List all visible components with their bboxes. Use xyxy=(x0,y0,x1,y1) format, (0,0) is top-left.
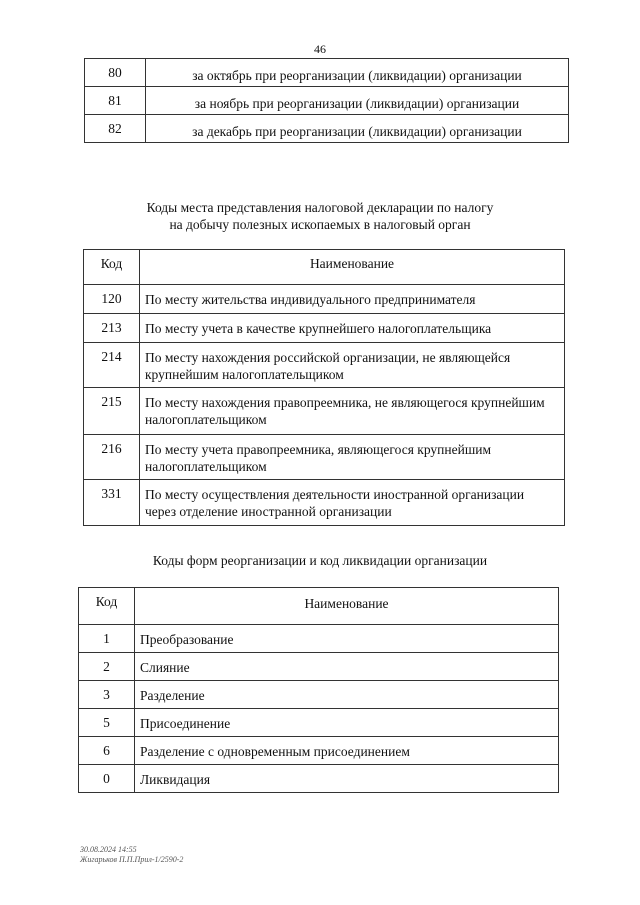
name-cell: По месту осуществления деятельности иностранной организации через отделение иностранной организации xyxy=(140,480,565,526)
stamp-reference: Жигарьков П.П.Прил-1/2590-2 xyxy=(80,855,184,864)
table-row xyxy=(79,653,559,681)
header-name: Наименование xyxy=(140,250,565,285)
code-cell: 81 xyxy=(85,87,146,115)
stamp-datetime: 30.08.2024 14:55 xyxy=(80,845,137,854)
code-cell: 3 xyxy=(79,681,135,709)
table-reorganization-codes xyxy=(78,587,559,793)
table-header-row xyxy=(79,588,559,625)
code-cell: 82 xyxy=(85,115,146,143)
code-cell: 80 xyxy=(85,59,146,87)
table-row xyxy=(79,765,559,793)
table-place-codes xyxy=(83,249,565,526)
table-row xyxy=(84,388,565,435)
name-cell: за декабрь при реорганизации (ликвидации) организации xyxy=(146,115,569,143)
name-cell: По месту учета в качестве крупнейшего налогоплательщика xyxy=(140,314,565,343)
table-period-codes-continued xyxy=(84,58,569,143)
table-row xyxy=(85,87,569,115)
table-row xyxy=(79,737,559,765)
name-cell: Ликвидация xyxy=(135,765,559,793)
table-header-row xyxy=(84,250,565,285)
table-row xyxy=(84,480,565,526)
code-cell: 5 xyxy=(79,709,135,737)
name-cell: Разделение xyxy=(135,681,559,709)
code-cell: 120 xyxy=(84,285,140,314)
code-cell: 0 xyxy=(79,765,135,793)
name-cell: Слияние xyxy=(135,653,559,681)
section-title-line: на добычу полезных ископаемых в налоговый орган xyxy=(169,217,471,232)
header-name: Наименование xyxy=(135,588,559,625)
header-code: Код xyxy=(84,250,140,285)
name-cell: за ноябрь при реорганизации (ликвидации) организации xyxy=(146,87,569,115)
section-title-reorganization-codes: Коды форм реорганизации и код ликвидации организации xyxy=(152,553,488,568)
name-cell: По месту учета правопреемника, являющегося крупнейшим налогоплательщиком xyxy=(140,435,565,480)
table-row xyxy=(84,343,565,388)
table-row xyxy=(79,625,559,653)
table-row xyxy=(84,285,565,314)
name-cell: По месту жительства индивидуального предпринимателя xyxy=(140,285,565,314)
code-cell: 215 xyxy=(84,388,140,435)
code-cell: 213 xyxy=(84,314,140,343)
table-row xyxy=(79,709,559,737)
header-code: Код xyxy=(79,588,135,625)
code-cell: 1 xyxy=(79,625,135,653)
name-cell: По месту нахождения правопреемника, не являющегося крупнейшим налогоплательщиком xyxy=(140,388,565,435)
table-row xyxy=(85,115,569,143)
code-cell: 216 xyxy=(84,435,140,480)
name-cell: По месту нахождения российской организации, не являющейся крупнейшим налогоплательщиком xyxy=(140,343,565,388)
code-cell: 214 xyxy=(84,343,140,388)
table-row xyxy=(84,314,565,343)
code-cell: 6 xyxy=(79,737,135,765)
code-cell: 331 xyxy=(84,480,140,526)
page-number: 46 xyxy=(314,42,326,56)
table-row xyxy=(85,59,569,87)
electronic-signature-stamp xyxy=(80,845,183,865)
section-title-place-codes xyxy=(0,199,640,233)
table-row xyxy=(79,681,559,709)
code-cell: 2 xyxy=(79,653,135,681)
name-cell: Разделение с одновременным присоединением xyxy=(135,737,559,765)
section-title-line: Коды места представления налоговой декларации по налогу xyxy=(146,200,494,215)
name-cell: Преобразование xyxy=(135,625,559,653)
table-row xyxy=(84,435,565,480)
name-cell: Присоединение xyxy=(135,709,559,737)
name-cell: за октябрь при реорганизации (ликвидации) организации xyxy=(146,59,569,87)
